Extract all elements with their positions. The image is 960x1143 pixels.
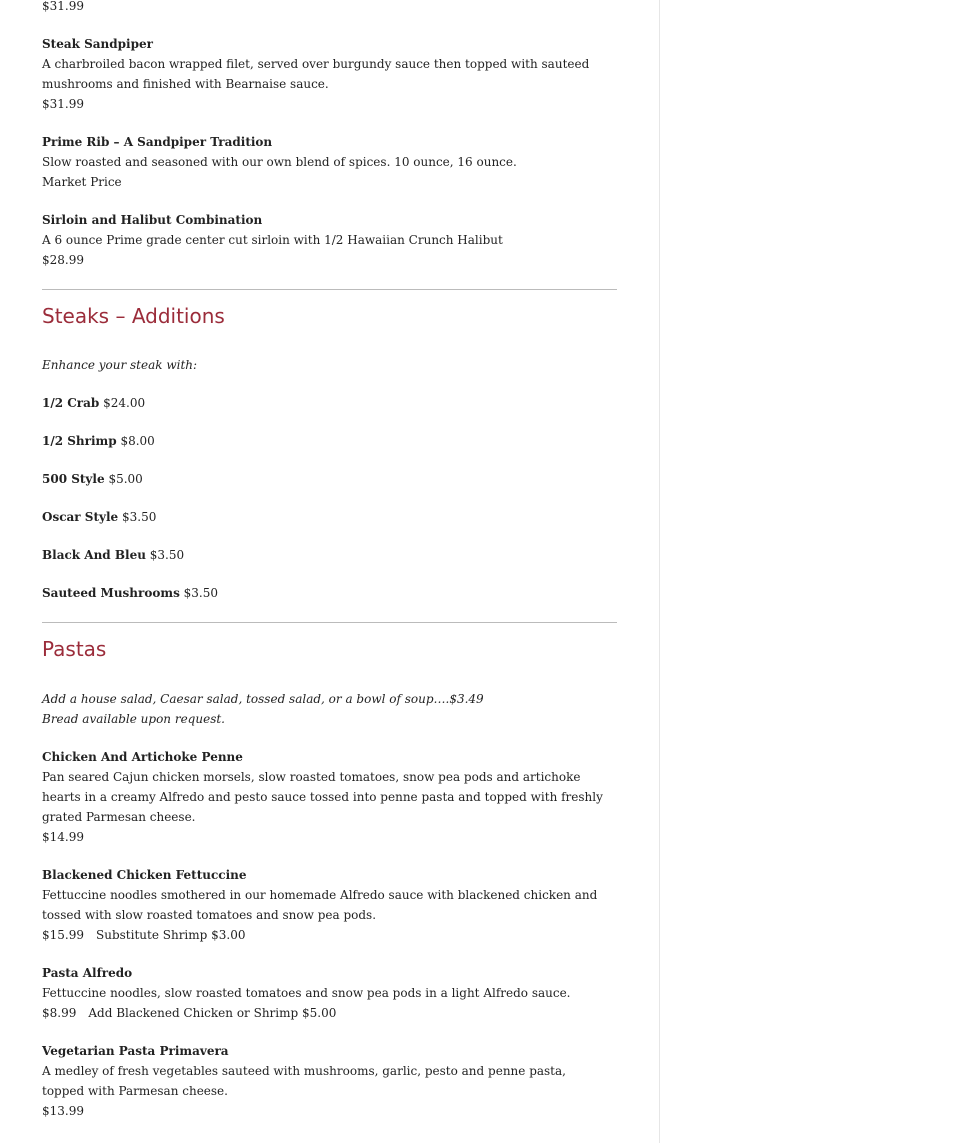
addition-name: 1/2 Shrimp: [42, 434, 117, 448]
menu-item-description: Fettuccine noodles smothered in our homemade Alfredo sauce with blackened chicken and tossed with slow roasted tomatoes and snow pea pods.: [42, 888, 598, 922]
addition-name: Black And Bleu: [42, 548, 146, 562]
section-divider: [42, 289, 617, 290]
addition-item: [42, 545, 184, 565]
addition-price: $3.50: [122, 510, 157, 524]
menu-item-extra: Add Blackened Chicken or Shrimp $5.00: [88, 1006, 337, 1020]
addition-item: [42, 507, 156, 527]
menu-item-price-row: [42, 1003, 336, 1023]
menu-item-price: Market Price: [42, 175, 122, 189]
menu-item-description: A medley of fresh vegetables sauteed with mushrooms, garlic, pesto and penne pasta, topped with Parmesan cheese.: [42, 1064, 566, 1098]
menu-item-description: A 6 ounce Prime grade center cut sirloin with 1/2 Hawaiian Crunch Halibut: [42, 233, 503, 247]
menu-item-name: Chicken And Artichoke Penne: [42, 750, 243, 764]
menu-item-price: $8.99: [42, 1006, 77, 1020]
addition-name: 1/2 Crab: [42, 396, 100, 410]
menu-item-extra: Substitute Shrimp $3.00: [96, 928, 246, 942]
addition-price: $24.00: [103, 396, 146, 410]
menu-item-price: $13.99: [42, 1104, 84, 1118]
pastas-bread-note: Bread available upon request.: [42, 712, 225, 726]
addition-item: [42, 431, 155, 451]
addition-price: $3.50: [183, 586, 219, 600]
addition-item: [42, 469, 143, 489]
menu-item-description: Pan seared Cajun chicken morsels, slow roasted tomatoes, snow pea pods and artichoke hearts in a creamy Alfredo and pesto sauce tossed into penne pasta and topped with freshly grated Parmesan cheese.: [42, 770, 603, 824]
additions-intro: Enhance your steak with:: [42, 358, 198, 372]
addition-item: [42, 583, 218, 603]
menu-item-price-row: [42, 925, 246, 945]
menu-item-name: Prime Rib – A Sandpiper Tradition: [42, 135, 273, 149]
addition-name: 500 Style: [42, 472, 105, 486]
menu-item-name: Sirloin and Halibut Combination: [42, 213, 263, 227]
addition-price: $5.00: [108, 472, 143, 486]
menu-item-price: $15.99: [42, 928, 84, 942]
addition-name: Oscar Style: [42, 510, 119, 524]
menu-item-name: Pasta Alfredo: [42, 966, 133, 980]
section-heading-additions: Steaks – Additions: [42, 304, 225, 328]
addition-item: [42, 393, 145, 413]
pastas-note: Add a house salad, Caesar salad, tossed salad, or a bowl of soup….$3.49: [42, 692, 484, 706]
menu-item-name: Steak Sandpiper: [42, 37, 153, 51]
menu-item-price: $14.99: [42, 830, 84, 844]
menu-item-description: A charbroiled bacon wrapped filet, served over burgundy sauce then topped with sauteed mushrooms and finished with Bearnaise sauce.: [42, 57, 590, 91]
menu-item-description: Slow roasted and seasoned with our own blend of spices. 10 ounce, 16 ounce.: [42, 155, 517, 169]
menu-item-name: Vegetarian Pasta Primavera: [42, 1044, 229, 1058]
addition-name: Sauteed Mushrooms: [42, 586, 180, 600]
menu-item-description: Fettuccine noodles, slow roasted tomatoes and snow pea pods in a light Alfredo sauce.: [42, 986, 571, 1000]
menu-item-name: Blackened Chicken Fettuccine: [42, 868, 247, 882]
sidebar-divider: [659, 0, 660, 1143]
section-heading-pastas: Pastas: [42, 637, 107, 661]
addition-price: $3.50: [149, 548, 185, 562]
menu-item-price: $31.99: [42, 97, 84, 111]
item-price: $31.99: [42, 0, 84, 13]
addition-price: $8.00: [120, 434, 155, 448]
section-divider: [42, 622, 617, 623]
menu-item-price: $28.99: [42, 253, 84, 267]
